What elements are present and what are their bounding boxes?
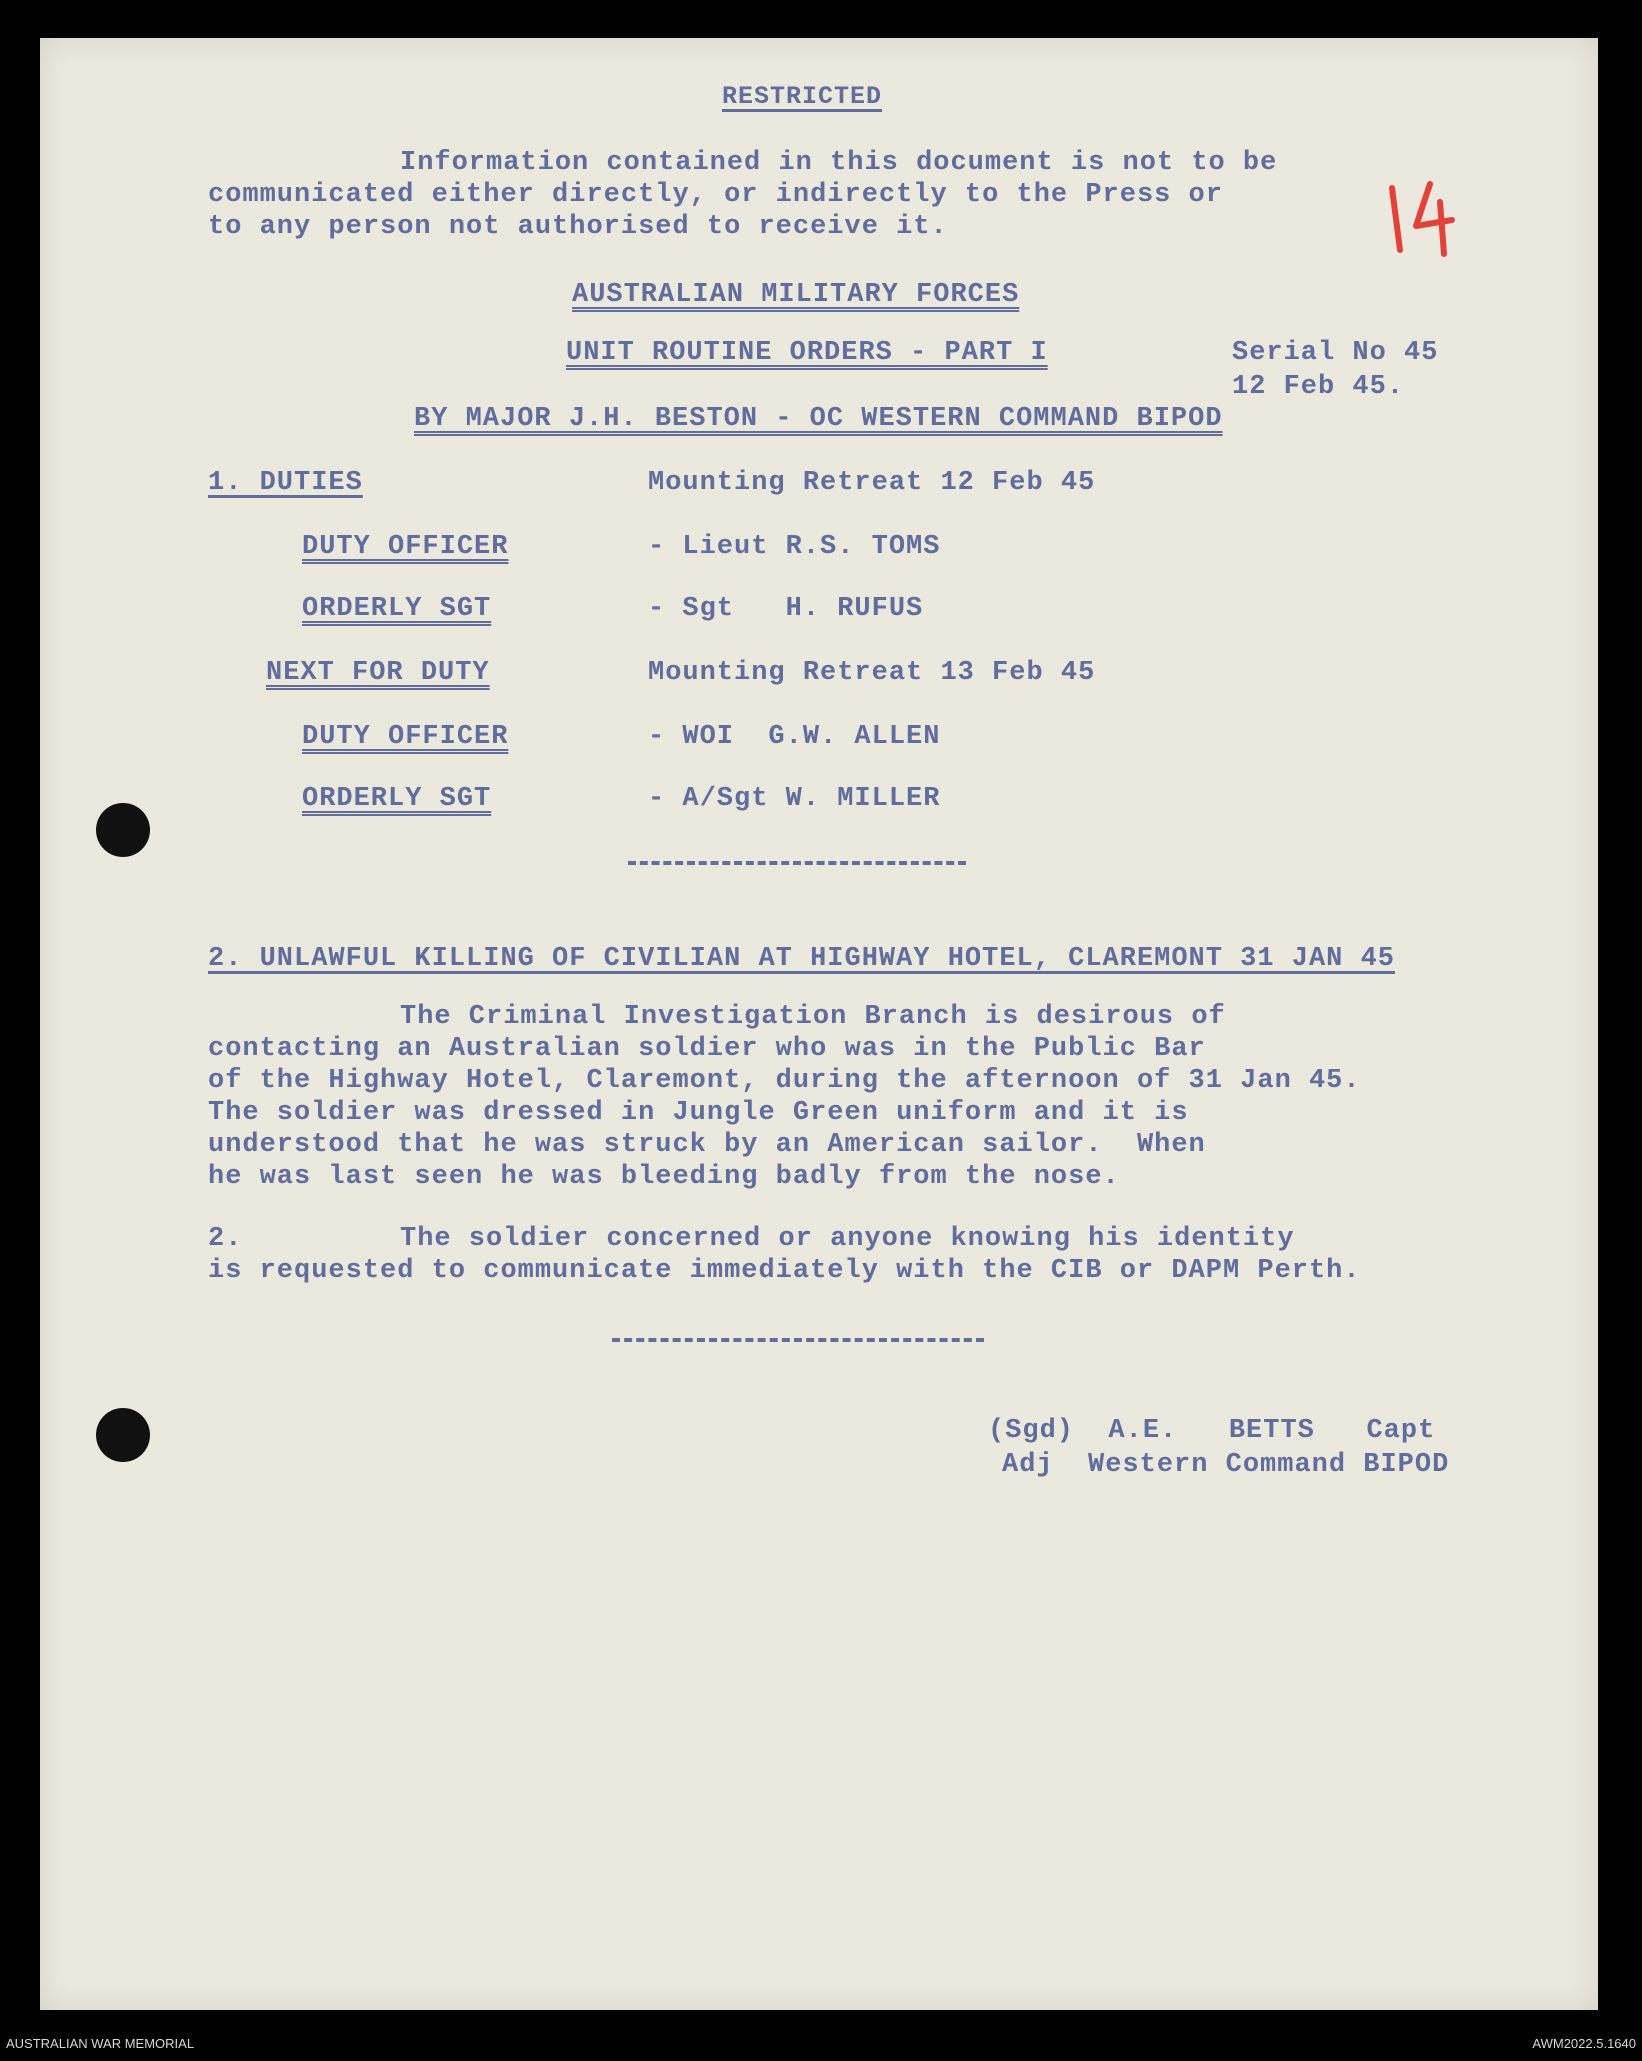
issued-by: BY MAJOR J.H. BESTON - OC WESTERN COMMAND BIPOD	[414, 404, 1223, 434]
item2-para1-line-6: he was last seen he was bleeding badly from the nose.	[208, 1162, 1120, 1192]
duty-officer-role: DUTY OFFICER	[302, 532, 509, 562]
signature-line-1: (Sgd) A.E. BETTS Capt	[988, 1416, 1436, 1446]
item2-para2-line-2: is requested to communicate immediately with the CIB or DAPM Perth.	[208, 1256, 1361, 1286]
item2-para2-number: 2.	[208, 1224, 243, 1254]
notice-line-1: Information contained in this document is not to be	[400, 148, 1278, 178]
section-divider-1	[628, 861, 966, 865]
next-mounting: Mounting Retreat 13 Feb 45	[648, 658, 1096, 688]
next-orderly-sgt-role: ORDERLY SGT	[302, 784, 492, 814]
serial-number: Serial No 45	[1232, 338, 1439, 368]
notice-line-2: communicated either directly, or indirectly to the Press or	[208, 180, 1223, 210]
orderly-sgt-role: ORDERLY SGT	[302, 594, 492, 624]
duties-heading: 1. DUTIES	[208, 468, 363, 498]
order-title: UNIT ROUTINE ORDERS - PART I	[566, 338, 1048, 368]
next-duty-officer-role: DUTY OFFICER	[302, 722, 509, 752]
section-divider-2	[612, 1338, 984, 1342]
duties-mounting: Mounting Retreat 12 Feb 45	[648, 468, 1096, 498]
punch-hole-top	[96, 803, 150, 857]
footer-right: AWM2022.5.1640	[1532, 2036, 1636, 2051]
duty-officer-name: - Lieut R.S. TOMS	[648, 532, 941, 562]
item2-para1-line-4: The soldier was dressed in Jungle Green uniform and it is	[208, 1098, 1189, 1128]
next-for-duty-heading: NEXT FOR DUTY	[266, 658, 490, 688]
item2-para2-line-1: The soldier concerned or anyone knowing his identity	[400, 1224, 1295, 1254]
folio-number-text: 14	[1378, 172, 1380, 173]
footer-left: AUSTRALIAN WAR MEMORIAL	[6, 2036, 195, 2051]
organisation-title: AUSTRALIAN MILITARY FORCES	[572, 280, 1020, 310]
item2-para1-line-5: understood that he was struck by an American sailor. When	[208, 1130, 1206, 1160]
item2-para1-line-3: of the Highway Hotel, Claremont, during the afternoon of 31 Jan 45.	[208, 1066, 1361, 1096]
serial-date: 12 Feb 45.	[1232, 372, 1405, 402]
notice-line-3: to any person not authorised to receive it.	[208, 212, 948, 242]
punch-hole-bottom	[96, 1408, 150, 1462]
next-duty-officer-name: - WOI G.W. ALLEN	[648, 722, 941, 752]
folio-number-mark	[1378, 172, 1468, 262]
item2-para1-line-2: contacting an Australian soldier who was in the Public Bar	[208, 1034, 1206, 1064]
item2-para1-line-1: The Criminal Investigation Branch is desirous of	[400, 1002, 1226, 1032]
classification-label: RESTRICTED	[722, 82, 883, 111]
next-orderly-sgt-name: - A/Sgt W. MILLER	[648, 784, 941, 814]
signature-line-2: Adj Western Command BIPOD	[1002, 1450, 1450, 1480]
orderly-sgt-name: - Sgt H. RUFUS	[648, 594, 924, 624]
item2-heading: 2. UNLAWFUL KILLING OF CIVILIAN AT HIGHWAY HOTEL, CLAREMONT 31 JAN 45	[208, 944, 1395, 974]
